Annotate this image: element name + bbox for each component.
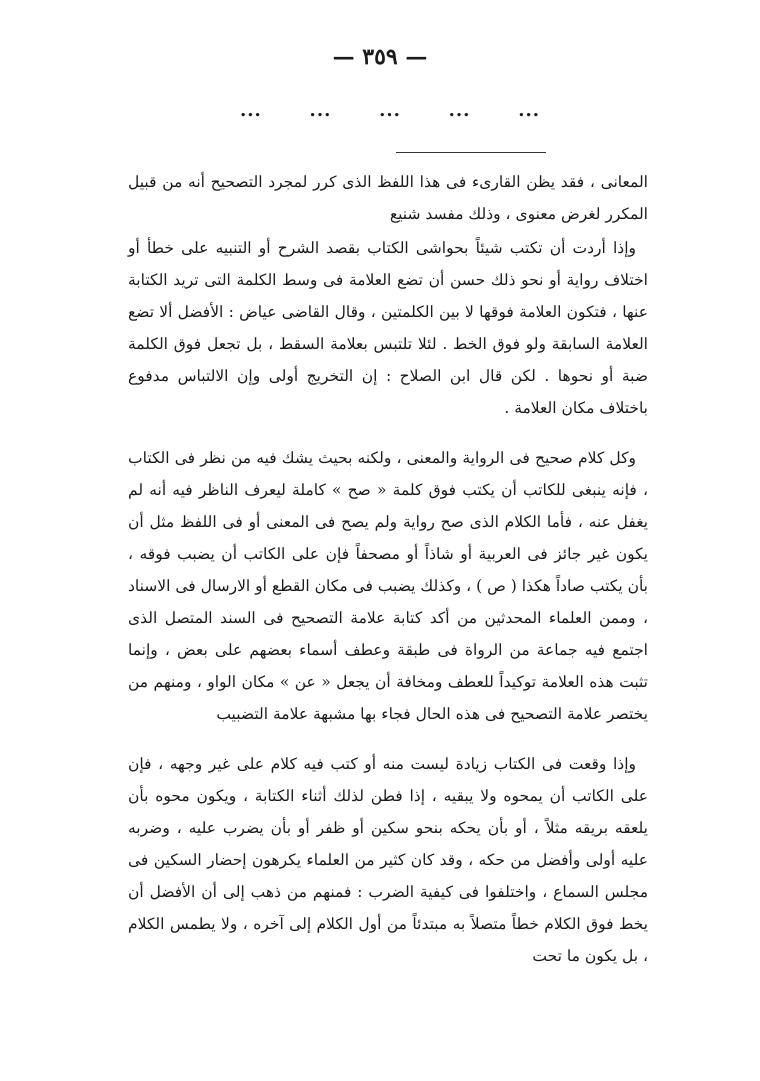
- separator-dot-group: ...: [518, 100, 540, 121]
- separator-dot-group: ...: [240, 100, 262, 121]
- separator-dot-group: ...: [309, 100, 332, 121]
- separator-dot-group: ...: [448, 100, 471, 121]
- section-divider-line: [396, 152, 546, 153]
- paragraph-continuation: المعانى ، فقد يظن القارىء فى هذا اللفظ الذى كرر لمجرد التصحيح أنه من قبيل المكرر لغرض معنوى ، وذلك مفسد شنيع: [128, 173, 648, 223]
- paragraph-margin-notes: وإذا أردت أن تكتب شيئاً بحواشى الكتاب بقصد الشرح أو التنبيه على خطأ أو اختلاف رواية أو نحو ذلك حسن أن تضع العلامة فى وسط الكلمة التى تريد الكتابة عنها ، فتكون العلامة فوقها لا بين الكلمتين ، وقال القاضى عياض : الأفضل ألا تضع العلامة السابقة ولو فوق الخط . لئلا تلتبس بعلامة السقط ، بل تجعل فوق الكلمة ضبة أو نحوها . لكن قال ابن الصلاح : إن التخريج أولى وإن الالتباس مدفوع باختلاف مكان العلامة .: [128, 239, 648, 417]
- separator-dots: [240, 100, 540, 121]
- separator-dot-group: ...: [379, 100, 401, 121]
- page-number: — ٣٥٩ —: [332, 44, 428, 70]
- paragraph-erasure: وإذا وقعت فى الكتاب زيادة ليست منه أو كتب فيه كلام على غير وجهه ، فإن على الكاتب أن يمحوه ولا يبقيه ، إذا فطن لذلك أثناء الكتابة ، ويكون محوه بأن يلعقه بريقه مثلاً ، أو بأن يحكه بنحو سكين أو ظفر أو بأن يضرب عليه ، وضربه عليه أولى وأفضل من حكه ، وقد كان كثير من العلماء يكرهون إحضار السكين فى مجلس السماع ، واختلفوا فى كيفية الضرب : فمنهم من ذهب إلى أن الأفضل أن يخط فوق الكلام خطاً متصلاً به مبتدئاً من أول الكلام إلى آخره ، ولا يطمس الكلام ، بل يكون ما تحت: [128, 755, 648, 965]
- body-text: [128, 166, 648, 972]
- paragraph-correction-marks: وكل كلام صحيح فى الرواية والمعنى ، ولكنه بحيث يشك فيه من نظر فى الكتاب ، فإنه ينبغى للكاتب أن يكتب فوق كلمة « صح » كاملة ليعرف الناظر فيه أنه لم يغفل عنه ، فأما الكلام الذى صح رواية ولم يصح فى المعنى أو فى اللفظ مثل أن يكون غير جائز فى العربية أو شاذاً أو مصحفاً فإن على الكاتب أن يضبب فوقه ، بأن يكتب صاداً هكذا ( ص ) ، وكذلك يضبب فى مكان القطع أو الارسال فى الاسناد ، وممن العلماء المحدثين من أكد كتابة علامة التصحيح فى السند المتصل الذى اجتمع فيه جماعة من الرواة فى طبقة وعطف أسماء بعضهم على بعض ، وإنما تثبت هذه العلامة توكيداً للعطف ومخافة أن يجعل « عن » مكان الواو ، ومنهم من يختصر علامة التصحيح فى هذه الحال فجاء بها مشبهة علامة التضبيب: [128, 449, 648, 723]
